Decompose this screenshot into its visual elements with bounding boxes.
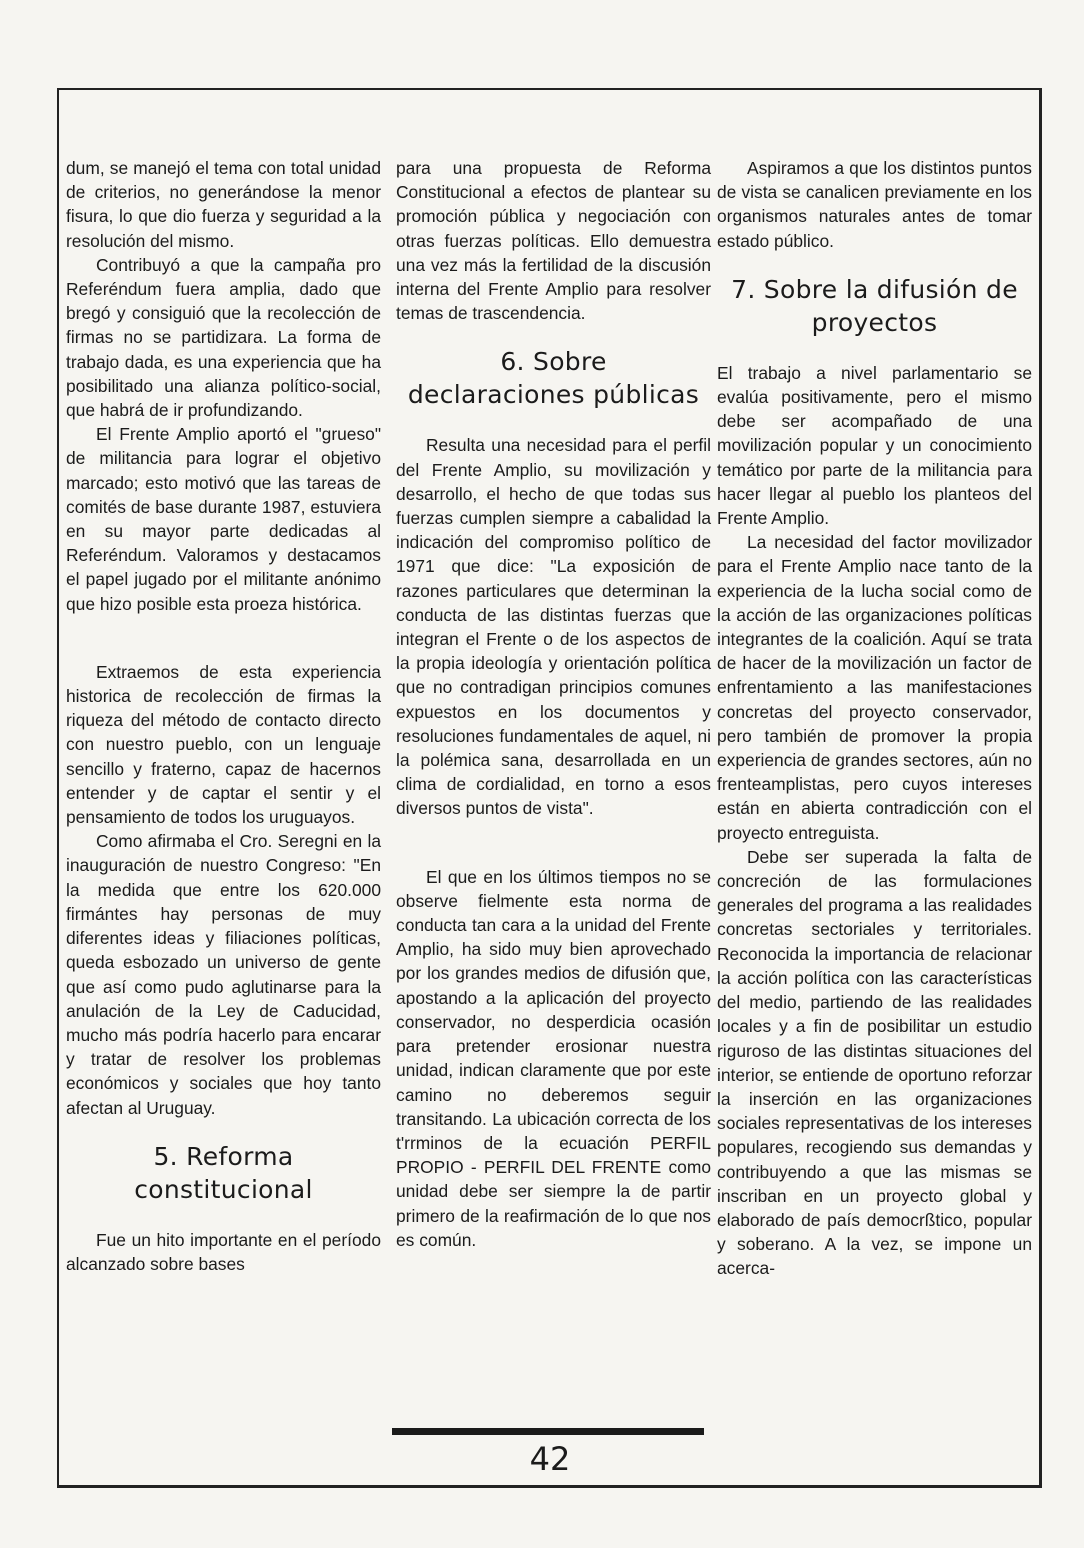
paragraph: dum, se manejó el tema con total unidad de criterios, no generándose la menor fisura, lo que dio fuerza y seguridad a la resolución del mismo. bbox=[66, 158, 381, 251]
heading-line: constitucional bbox=[134, 1174, 313, 1204]
paragraph: Extraemos de esta experiencia historica de recolección de firmas la riqueza del método de contacto directo con nuestro pueblo, con un lenguaje sencillo y fraterno, capaz de hacernos entender y de captar el sentir y el pensamiento de todos los uruguayos. bbox=[66, 661, 381, 828]
paragraph: La necesidad del factor movilizador para el Frente Amplio nace tanto de la experiencia de la lucha social como de la acción de las organizaciones políticas integrantes de la coalición. Aquí se trata de hacer de la movilización un factor de enfrentamiento a las manifestaciones concretas del proyecto conservador, pero también de promover la propia experiencia de grandes sectores, aún no frenteamplistas, pero cuyos intereses están en abierta contradicción con el proyecto entreguista. bbox=[717, 532, 1032, 843]
paragraph: Aspiramos a que los distintos puntos de vista se canalicen previamente en los organismos naturales antes de tomar estado público. bbox=[717, 158, 1032, 251]
section-heading-6 bbox=[396, 345, 711, 411]
paragraph: Como afirmaba el Cro. Seregni en la inauguración de nuestro Congreso: "En la medida que entre los 620.000 firmántes hay personas de muy diferentes ideas y filiaciones políticas, queda esbozado un universo de gente que así como pudo aglutinarse para la anulación de la Ley de Caducidad, mucho más podría hacerlo para encarar y tratar de resolver los problemas económicos y sociales que hoy tanto afectan al Uruguay. bbox=[66, 831, 381, 1118]
paragraph: El que en los últimos tiempos no se observe fielmente esta norma de conducta tan cara a la unidad del Frente Amplio, ha sido muy bien aprovechado por los grandes medios de difusión que, apostando a la aplicación del proyecto conservador, no desperdicia ocasión para pretender erosionar nuestra unidad, indican claramente que por este camino no deberemos seguir transitando. La ubicación correcta de los t'rrminos de la ecuación PERFIL PROPIO - PERFIL DEL FRENTE como unidad debe ser siempre la de partir primero de la reafirmación de lo que nos es común. bbox=[396, 866, 711, 1250]
paragraph: Debe ser superada la falta de concreción de las formulaciones generales del programa a las realidades concretas sectoriales y territoriales. Reconocida la importancia de relacionar la acción política con las características del medio, partiendo de las realidades locales y a fin de posibilitar un estudio riguroso de las distintas situaciones del interior, se entiende de oportuno reforzar la inserción en las organizaciones sociales representativas de los intereses populares, recogiendo sus demandas y contribuyendo a que las mismas se inscriban en un proyecto global y elaborado de país democrßtico, popular y soberano. A la vez, se impone un acerca- bbox=[717, 846, 1032, 1279]
page-number: 42 bbox=[529, 1440, 571, 1478]
paragraph: El trabajo a nivel parlamentario se evalúa positivamente, pero el mismo debe ser acompañado de una movilización popular y un conocimiento temático por parte de la militancia para hacer llegar al pueblo los planteos del Frente Amplio. bbox=[717, 362, 1032, 529]
heading-line: 6. Sobre bbox=[500, 347, 607, 377]
column-1 bbox=[66, 156, 381, 1276]
heading-line: 7. Sobre la difusión de bbox=[731, 274, 1018, 304]
section-heading-7 bbox=[717, 273, 1032, 339]
paragraph: Contribuyó a que la campaña pro Referéndum fuera amplia, dado que bregó y consiguió que la recolección de firmas no se partidizara. La forma de trabajo dada, es una experiencia que ha posibilitado una alianza político-social, que habrá de ir profundizando. bbox=[66, 254, 381, 421]
heading-line: declaraciones públicas bbox=[407, 380, 700, 410]
paragraph: El Frente Amplio aportó el "grueso" de militancia para lograr el objetivo marcado; esto motivó que las tareas de comités de base durante 1987, estuviera en su mayor parte dedicadas al Referéndum. Valoramos y destacamos el papel jugado por el militante anónimo que hizo posible esta proeza histórica. bbox=[66, 424, 381, 614]
column-3 bbox=[717, 156, 1032, 1281]
paragraph: Resulta una necesidad para el perfil del Frente Amplio, su movilización y desarrollo, el hecho de que todas sus fuerzas cumplen siempre a cabalidad la indicación del compromiso político de 1971 que dice: "La exposición de razones particulares que determinan la conducta de las distintas fuerzas que integran el Frente o de los aspectos de la propia ideología y orientación política que no contradigan principios comunes expuestos en los documentos y resoluciones fundamentales de aquel, ni la polémica sana, desarrollada en un clima de cordialidad, en torno a esos diversos puntos de vista". bbox=[396, 435, 711, 819]
paragraph: Fue un hito importante en el período alcanzado sobre bases bbox=[66, 1229, 381, 1274]
column-2 bbox=[396, 156, 711, 1252]
heading-line: 5. Reforma bbox=[153, 1141, 294, 1171]
paragraph: para una propuesta de Reforma Constitucional a efectos de plantear su promoción pública y negociación con otras fuerzas políticas. Ello demuestra una vez más la fertilidad de la discusión interna del Frente Amplio para resolver temas de trascendencia. bbox=[396, 158, 711, 324]
section-heading-5 bbox=[66, 1140, 381, 1206]
decorative-rule bbox=[392, 1428, 704, 1435]
heading-line: proyectos bbox=[811, 307, 938, 337]
